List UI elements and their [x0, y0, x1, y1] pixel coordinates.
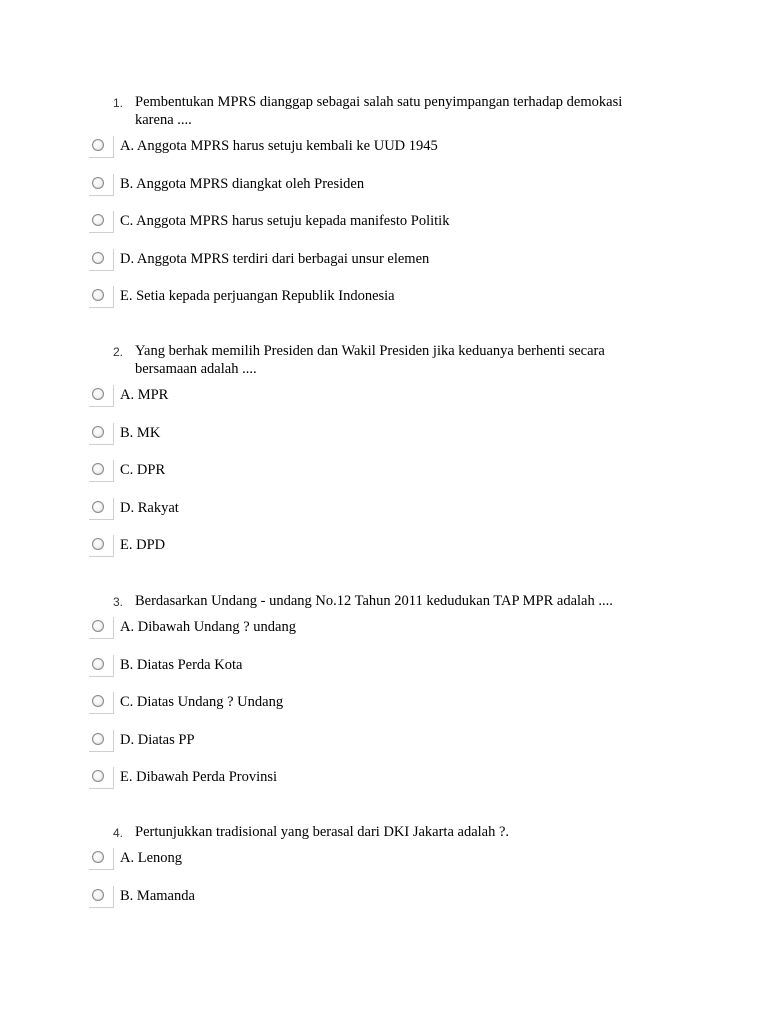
radio-circle-icon [92, 851, 104, 863]
radio-circle-icon [92, 770, 104, 782]
question-2-option-a[interactable] [0, 386, 768, 424]
radio-circle-icon [92, 463, 104, 475]
question-3-option-b[interactable] [0, 656, 768, 694]
radio-circle-icon [92, 388, 104, 400]
radio-button[interactable] [89, 692, 114, 714]
radio-circle-icon [92, 177, 104, 189]
radio-circle-icon [92, 889, 104, 901]
radio-circle-icon [92, 289, 104, 301]
radio-button[interactable] [89, 767, 114, 789]
question-2-option-b[interactable] [0, 424, 768, 462]
question-1-text: Pembentukan MPRS dianggap sebagai salah satu penyimpangan terhadap demokasi karena .... [135, 94, 623, 128]
radio-circle-icon [92, 426, 104, 438]
radio-button[interactable] [89, 460, 114, 482]
question-4-option-a[interactable] [0, 849, 768, 887]
option-label: B. MK [120, 424, 161, 441]
option-label: A. Anggota MPRS harus setuju kembali ke UUD 1945 [120, 138, 438, 154]
question-3-prompt [0, 592, 655, 610]
radio-button[interactable] [89, 385, 114, 407]
option-label: C. DPR [120, 462, 166, 478]
question-2-number: 2. [113, 345, 124, 359]
radio-circle-icon [92, 501, 104, 513]
option-label: D. Diatas PP [120, 731, 195, 748]
question-4-option-b[interactable] [0, 887, 768, 925]
radio-button[interactable] [89, 174, 114, 196]
question-3-option-e[interactable] [0, 768, 768, 806]
question-2-text: Yang berhak memilih Presiden dan Wakil Presiden jika keduanya berhenti secara bersamaan adalah .... [135, 343, 605, 377]
question-4-number: 4. [113, 826, 124, 840]
question-3-option-a[interactable] [0, 618, 768, 656]
radio-button[interactable] [89, 617, 114, 639]
question-3-text: Berdasarkan Undang - undang No.12 Tahun 2011 kedudukan TAP MPR adalah .... [135, 593, 613, 609]
radio-button[interactable] [89, 423, 114, 445]
question-4 [0, 823, 768, 924]
question-2-option-e[interactable] [0, 536, 768, 574]
question-1-option-e[interactable] [0, 287, 768, 325]
radio-button[interactable] [89, 730, 114, 752]
radio-circle-icon [92, 252, 104, 264]
option-label: D. Anggota MPRS terdiri dari berbagai unsur elemen [120, 250, 430, 267]
option-label: B. Mamanda [120, 887, 195, 904]
question-4-text: Pertunjukkan tradisional yang berasal dari DKI Jakarta adalah ?. [135, 824, 510, 840]
question-3-number: 3. [113, 595, 124, 609]
question-4-prompt [0, 823, 655, 841]
option-label: A. Dibawah Undang ? undang [120, 619, 296, 635]
radio-circle-icon [92, 695, 104, 707]
option-label: A. MPR [120, 387, 169, 403]
question-1-prompt [0, 93, 655, 129]
question-2-option-d[interactable] [0, 499, 768, 537]
radio-button[interactable] [89, 249, 114, 271]
option-label: C. Anggota MPRS harus setuju kepada manifesto Politik [120, 213, 450, 229]
radio-button[interactable] [89, 498, 114, 520]
option-label: B. Anggota MPRS diangkat oleh Presiden [120, 175, 365, 192]
question-3-option-d[interactable] [0, 731, 768, 769]
option-label: C. Diatas Undang ? Undang [120, 694, 284, 710]
question-1-option-b[interactable] [0, 175, 768, 213]
question-2-prompt [0, 342, 655, 378]
question-2 [0, 342, 768, 574]
option-label: E. Setia kepada perjuangan Republik Indonesia [120, 288, 395, 304]
question-1-option-d[interactable] [0, 250, 768, 288]
radio-circle-icon [92, 658, 104, 670]
radio-button[interactable] [89, 886, 114, 908]
option-label: E. DPD [120, 537, 166, 553]
radio-button[interactable] [89, 535, 114, 557]
radio-circle-icon [92, 538, 104, 550]
option-label: B. Diatas Perda Kota [120, 656, 243, 673]
option-label: A. Lenong [120, 850, 183, 866]
radio-button[interactable] [89, 655, 114, 677]
radio-button[interactable] [89, 286, 114, 308]
option-label: D. Rakyat [120, 499, 179, 516]
radio-button[interactable] [89, 211, 114, 233]
question-1-number: 1. [113, 96, 124, 110]
question-1-option-c[interactable] [0, 212, 768, 250]
option-label: E. Dibawah Perda Provinsi [120, 769, 278, 785]
question-3-option-c[interactable] [0, 693, 768, 731]
radio-button[interactable] [89, 136, 114, 158]
radio-button[interactable] [89, 848, 114, 870]
radio-circle-icon [92, 733, 104, 745]
question-2-option-c[interactable] [0, 461, 768, 499]
radio-circle-icon [92, 620, 104, 632]
radio-circle-icon [92, 139, 104, 151]
question-1 [0, 93, 768, 325]
question-3 [0, 592, 768, 806]
question-1-option-a[interactable] [0, 137, 768, 175]
radio-circle-icon [92, 214, 104, 226]
